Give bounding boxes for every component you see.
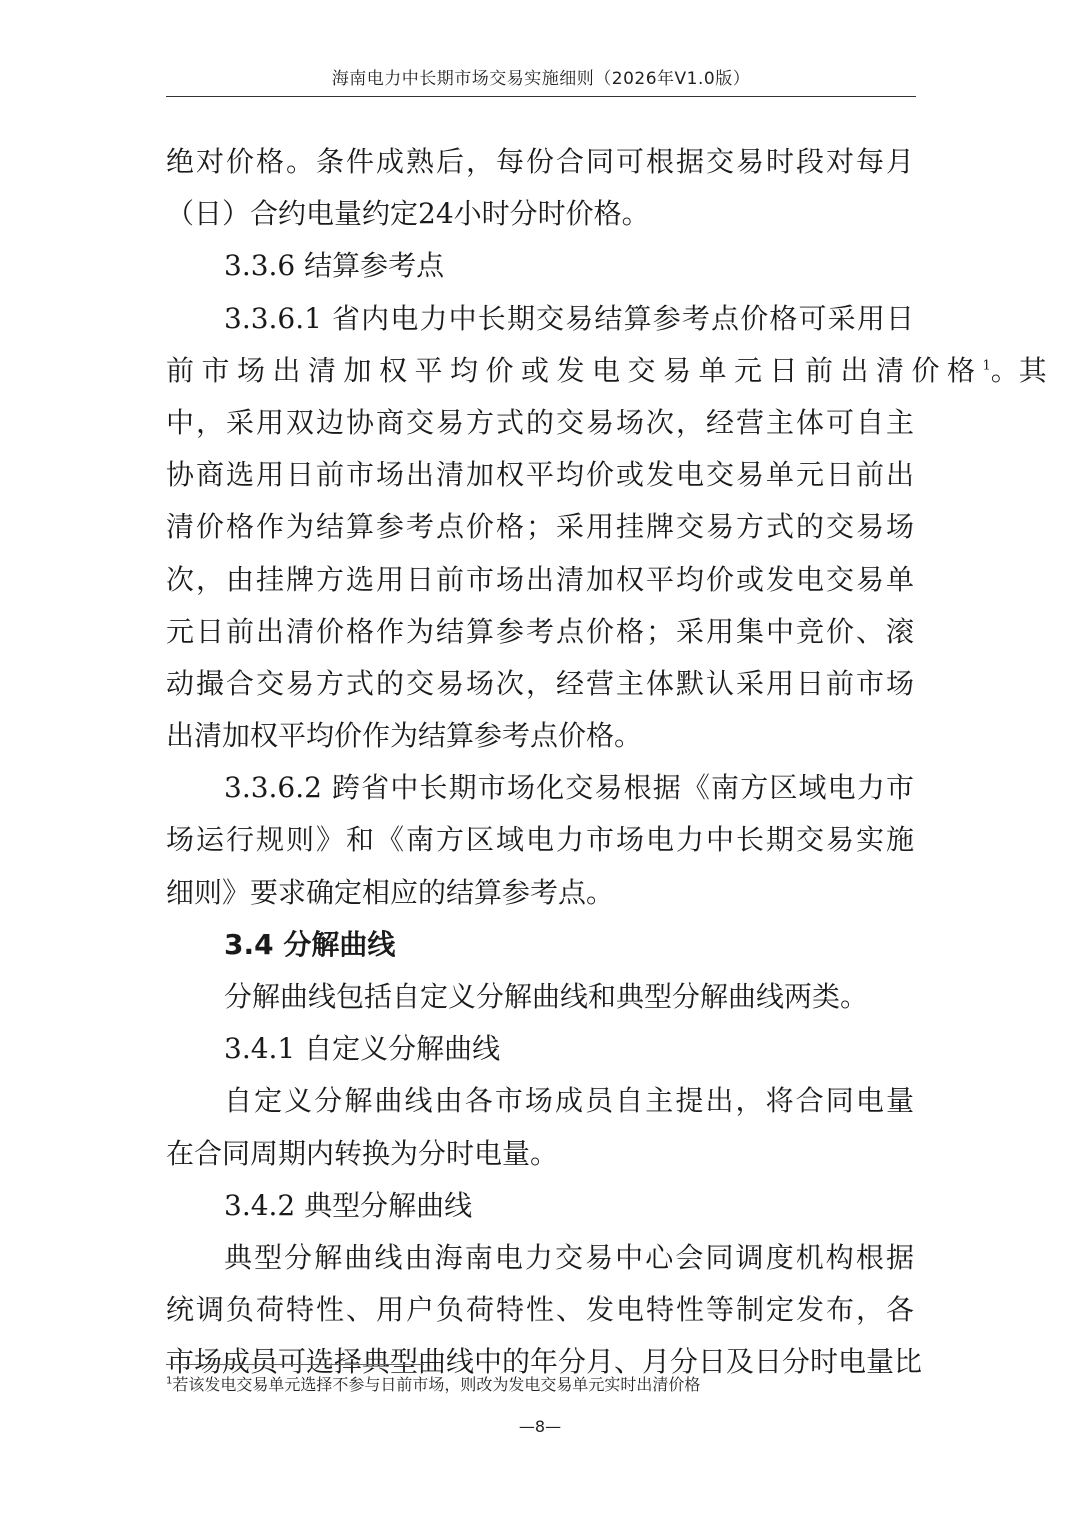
- paragraph-line: 出清加权平均价作为结算参考点价格。: [166, 719, 643, 753]
- footnote-reference[interactable]: 1: [982, 358, 991, 374]
- footnote: [166, 1374, 700, 1396]
- paragraph-line-text: 前市场出清加权平均价或发电交易单元日前出清价格: [166, 353, 983, 387]
- paragraph-line: （日）合约电量约定24小时分时价格。: [166, 197, 650, 231]
- paragraph-line: 细则》要求确定相应的结算参考点。: [166, 875, 615, 909]
- body-text: [166, 136, 1047, 1389]
- page-number: —8—: [518, 1417, 562, 1436]
- paragraph-line: 统调负荷特性、用户负荷特性、发电特性等制定发布，各: [166, 1293, 914, 1327]
- paragraph-line-end: 。其: [990, 353, 1047, 387]
- paragraph-line: 自定义分解曲线由各市场成员自主提出，将合同电量: [224, 1084, 914, 1118]
- paragraph-line-with-footnote: [166, 345, 1047, 397]
- paragraph-line: 协商选用日前市场出清加权平均价或发电交易单元日前出: [166, 458, 914, 492]
- footnote-marker: 1: [166, 1375, 173, 1387]
- running-header: 海南电力中长期市场交易实施细则（2026年V1.0版）: [331, 69, 751, 89]
- footnote-rule: [166, 1364, 424, 1365]
- paragraph-line: 清价格作为结算参考点价格；采用挂牌交易方式的交易场: [166, 510, 914, 544]
- paragraph-line: 3.3.6.2 跨省中长期市场化交易根据《南方区域电力市: [224, 771, 914, 805]
- paragraph-line: 分解曲线包括自定义分解曲线和典型分解曲线两类。: [224, 980, 869, 1013]
- paragraph-line: 元日前出清价格作为结算参考点价格；采用集中竞价、滚: [166, 614, 914, 648]
- paragraph-line: 3.3.6.1 省内电力中长期交易结算参考点价格可采用日: [224, 301, 914, 335]
- paragraph-line: 动撮合交易方式的交易场次，经营主体默认采用日前市场: [166, 666, 914, 700]
- paragraph-line: 中，采用双边协商交易方式的交易场次，经营主体可自主: [166, 405, 914, 439]
- section-heading-3-4-1: 3.4.1 自定义分解曲线: [224, 1032, 501, 1066]
- paragraph-line: 次，由挂牌方选用日前市场出清加权平均价或发电交易单: [166, 562, 914, 596]
- section-heading-3-4: 3.4 分解曲线: [224, 927, 396, 961]
- paragraph-line: 典型分解曲线由海南电力交易中心会同调度机构根据: [224, 1240, 914, 1274]
- section-heading-3-3-6: 3.3.6 结算参考点: [224, 249, 445, 283]
- paragraph-line: 绝对价格。条件成熟后，每份合同可根据交易时段对每月: [166, 145, 914, 178]
- header-rule: [166, 96, 916, 97]
- paragraph-line: 场运行规则》和《南方区域电力市场电力中长期交易实施: [166, 823, 914, 857]
- paragraph-line: 市场成员可选择典型曲线中的年分月、月分日及日分时电量比: [166, 1345, 923, 1379]
- footnote-text: 若该发电交易单元选择不参与日前市场，则改为发电交易单元实时出清价格: [172, 1375, 701, 1394]
- section-heading-3-4-2: 3.4.2 典型分解曲线: [224, 1188, 473, 1222]
- paragraph-line: 在合同周期内转换为分时电量。: [166, 1136, 559, 1170]
